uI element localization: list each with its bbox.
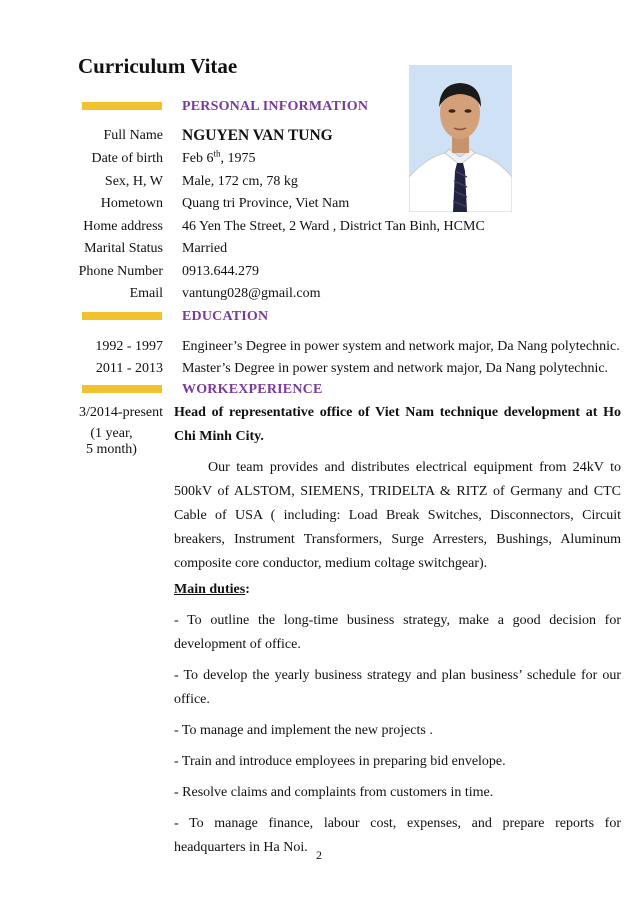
education-entry: Master’s Degree in power system and network major, Da Nang polytechnic. bbox=[182, 361, 609, 376]
work-duration-line: 5 month) bbox=[86, 442, 137, 457]
label-date-of-birth: Date of birth bbox=[91, 151, 163, 166]
section-heading-personal: PERSONAL INFORMATION bbox=[182, 99, 369, 114]
value-phone-number: 0913.644.279 bbox=[182, 264, 259, 279]
section-heading-work-experience: WORKEXPERIENCE bbox=[182, 382, 323, 397]
duties-colon: : bbox=[245, 582, 250, 597]
value-sex-height-weight: Male, 172 cm, 78 kg bbox=[182, 174, 298, 189]
education-entry: Engineer’s Degree in power system and network major, Da Nang polytechnic. bbox=[182, 339, 620, 354]
section-accent-bar bbox=[82, 312, 162, 320]
section-accent-bar bbox=[82, 102, 162, 110]
label-email: Email bbox=[129, 286, 163, 301]
value-date-of-birth: Feb 6th, 1975 bbox=[182, 148, 256, 166]
job-title: Head of representative office of Viet Nam technique development at Ho Chi Minh City. bbox=[174, 405, 621, 444]
value-marital-status: Married bbox=[182, 241, 228, 256]
duty-item: - To outline the long-time business strategy, make a good decision for development of office. bbox=[174, 613, 621, 652]
work-experience-body bbox=[174, 401, 621, 860]
document-title: Curriculum Vitae bbox=[78, 54, 238, 78]
label-phone-number: Phone Number bbox=[78, 264, 163, 279]
value-email: vantung028@gmail.com bbox=[182, 286, 321, 301]
work-duration bbox=[86, 426, 137, 458]
duties-heading-line bbox=[174, 578, 621, 602]
label-marital-status: Marital Status bbox=[84, 241, 163, 256]
label-hometown: Hometown bbox=[100, 196, 163, 211]
work-period: 3/2014-present bbox=[79, 405, 163, 420]
duty-item: - Train and introduce employees in preparing bid envelope. bbox=[174, 754, 506, 769]
label-sex-height-weight: Sex, H, W bbox=[104, 174, 163, 189]
education-period: 2011 - 2013 bbox=[95, 361, 163, 376]
value-hometown: Quang tri Province, Viet Nam bbox=[182, 196, 350, 211]
section-accent-bar bbox=[82, 385, 162, 393]
label-full-name: Full Name bbox=[103, 128, 163, 143]
duty-item: - To manage and implement the new projects . bbox=[174, 723, 433, 738]
value-home-address: 46 Yen The Street, 2 Ward , District Tan Binh, HCMC bbox=[182, 219, 485, 234]
duties-heading: Main duties bbox=[174, 582, 246, 597]
duty-item: - To develop the yearly business strategy and plan business’ schedule for our office. bbox=[174, 668, 621, 707]
label-home-address: Home address bbox=[83, 219, 163, 234]
page-number: 2 bbox=[316, 848, 322, 862]
duty-item: - Resolve claims and complaints from customers in time. bbox=[174, 785, 494, 800]
profile-photo bbox=[409, 65, 512, 212]
education-period: 1992 - 1997 bbox=[95, 339, 163, 354]
value-full-name: NGUYEN VAN TUNG bbox=[182, 127, 333, 144]
duty-item: - To manage finance, labour cost, expenses, and prepare reports for headquarters in Ha Noi. bbox=[174, 816, 621, 855]
section-heading-education: EDUCATION bbox=[182, 309, 269, 324]
job-description: Our team provides and distributes electrical equipment from 24kV to 500kV of ALSTOM, SIEMENS, TRIDELTA & RITZ of Germany and CTC Cable of USA ( including: Load Break Switches, Disconnectors, Circuit breakers, Instrument Transformers, Surge Arresters, Bushings, Aluminum composite core conductor, medium coltage switchgear). bbox=[174, 460, 621, 571]
work-duration-line: (1 year, bbox=[90, 426, 133, 441]
